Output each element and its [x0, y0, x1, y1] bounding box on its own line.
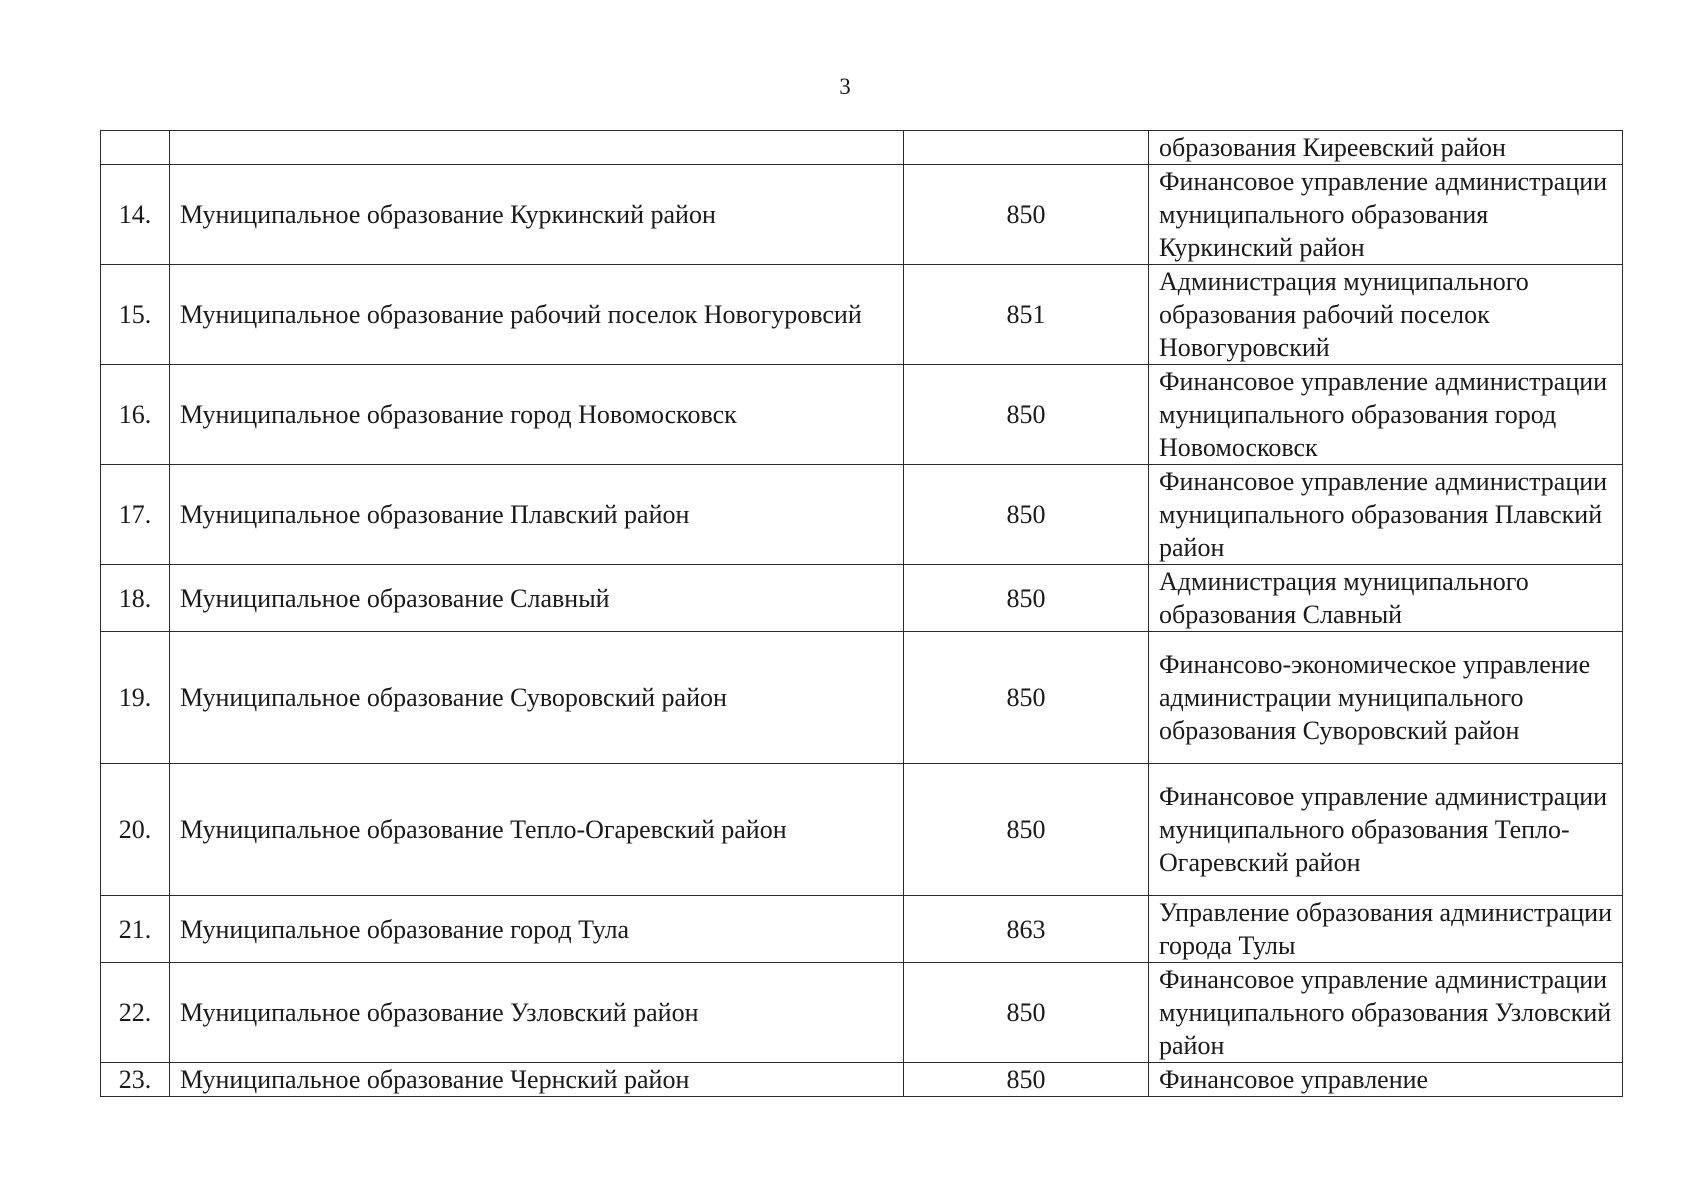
row-number: 15. — [101, 265, 170, 365]
municipality-name: Муниципальное образование Суворовский район — [170, 632, 904, 764]
budget-code: 850 — [904, 764, 1149, 896]
recipient-organization: Финансовое управление администрации муниципального образования город Новомосковск — [1149, 365, 1623, 465]
table-row — [101, 365, 1623, 465]
municipality-name: Муниципальное образование Плавский район — [170, 465, 904, 565]
table-row — [101, 565, 1623, 632]
recipient-organization: Финансово-экономическое управление администрации муниципального образования Суворовский район — [1149, 632, 1623, 764]
recipient-organization: Финансовое управление администрации муниципального образования Узловский район — [1149, 963, 1623, 1063]
municipality-name: Муниципальное образование Узловский район — [170, 963, 904, 1063]
budget-code: 850 — [904, 632, 1149, 764]
row-number: 22. — [101, 963, 170, 1063]
recipient-organization: Финансовое управление администрации муниципального образования Куркинский район — [1149, 165, 1623, 265]
table-row — [101, 265, 1623, 365]
municipal-table — [100, 130, 1623, 1097]
budget-code: 850 — [904, 465, 1149, 565]
municipality-name: Муниципальное образование Чернский район — [170, 1063, 904, 1097]
row-number: 23. — [101, 1063, 170, 1097]
row-number: 14. — [101, 165, 170, 265]
recipient-organization: Финансовое управление администрации муниципального образования Тепло-Огаревский район — [1149, 764, 1623, 896]
row-number: 21. — [101, 896, 170, 963]
table-row — [101, 963, 1623, 1063]
table-row — [101, 632, 1623, 764]
row-number: 20. — [101, 764, 170, 896]
municipality-name: Муниципальное образование Куркинский район — [170, 165, 904, 265]
table-row — [101, 764, 1623, 896]
budget-code: 863 — [904, 896, 1149, 963]
budget-code: 851 — [904, 265, 1149, 365]
municipality-name: Муниципальное образование Славный — [170, 565, 904, 632]
row-number: 19. — [101, 632, 170, 764]
budget-code: 850 — [904, 365, 1149, 465]
row-number — [101, 131, 170, 165]
row-number: 18. — [101, 565, 170, 632]
budget-code: 850 — [904, 565, 1149, 632]
table-row — [101, 896, 1623, 963]
municipality-name: Муниципальное образование город Тула — [170, 896, 904, 963]
table-row — [101, 131, 1623, 165]
recipient-organization: Администрация муниципального образования рабочий поселок Новогуровский — [1149, 265, 1623, 365]
table-row — [101, 1063, 1623, 1097]
recipient-organization: Финансовое управление администрации муниципального образования Плавский район — [1149, 465, 1623, 565]
municipality-name: Муниципальное образование Тепло-Огаревский район — [170, 764, 904, 896]
budget-code: 850 — [904, 963, 1149, 1063]
municipality-name: Муниципальное образование город Новомосковск — [170, 365, 904, 465]
table-row — [101, 165, 1623, 265]
page-number: 3 — [839, 74, 851, 99]
table-row — [101, 465, 1623, 565]
budget-code: 850 — [904, 1063, 1149, 1097]
row-number: 16. — [101, 365, 170, 465]
budget-code: 850 — [904, 165, 1149, 265]
recipient-organization: Управление образования администрации города Тулы — [1149, 896, 1623, 963]
recipient-organization: Администрация муниципального образования Славный — [1149, 565, 1623, 632]
municipality-name: Муниципальное образование рабочий поселок Новогуровсий — [170, 265, 904, 365]
recipient-organization: Финансовое управление — [1149, 1063, 1623, 1097]
recipient-organization: образования Киреевский район — [1149, 131, 1623, 165]
row-number: 17. — [101, 465, 170, 565]
municipality-name — [170, 131, 904, 165]
budget-code — [904, 131, 1149, 165]
